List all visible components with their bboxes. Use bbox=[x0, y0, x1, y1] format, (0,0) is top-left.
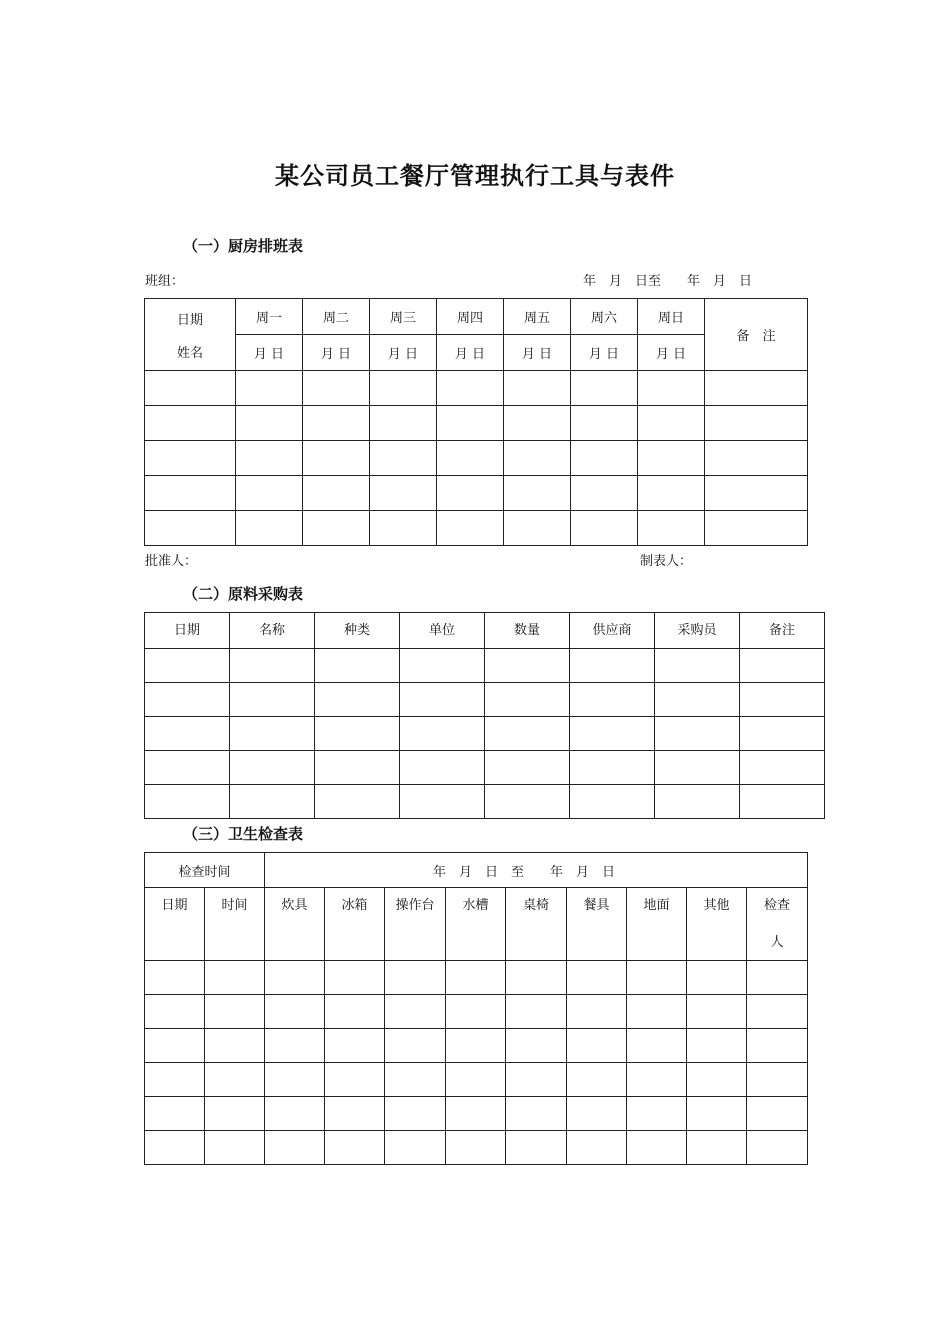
table-cell[interactable] bbox=[747, 1131, 808, 1165]
table-cell[interactable] bbox=[303, 406, 370, 441]
table-cell[interactable] bbox=[303, 371, 370, 406]
table-cell[interactable] bbox=[687, 995, 747, 1029]
table-cell[interactable] bbox=[400, 785, 485, 819]
table-cell[interactable] bbox=[627, 961, 687, 995]
kitchen-schedule-table bbox=[144, 298, 808, 546]
table-cell[interactable] bbox=[638, 476, 705, 511]
table-cell[interactable] bbox=[506, 961, 567, 995]
table-cell[interactable] bbox=[265, 1131, 325, 1165]
table-cell[interactable] bbox=[437, 441, 504, 476]
table-cell[interactable] bbox=[747, 1029, 808, 1063]
table-cell[interactable] bbox=[315, 751, 400, 785]
table-cell[interactable] bbox=[400, 717, 485, 751]
table-cell[interactable] bbox=[145, 1063, 205, 1097]
table-cell[interactable] bbox=[145, 785, 230, 819]
table-cell[interactable] bbox=[265, 1063, 325, 1097]
table-cell[interactable] bbox=[506, 1097, 567, 1131]
corner-date-label: 日期 bbox=[176, 312, 203, 328]
day-header: 周一 bbox=[236, 299, 303, 335]
table-row bbox=[145, 785, 825, 819]
table-cell[interactable] bbox=[145, 649, 230, 683]
table-cell[interactable] bbox=[437, 511, 504, 546]
table-cell[interactable] bbox=[567, 1029, 627, 1063]
purchase-header-row bbox=[145, 613, 825, 649]
check-date-range: 年 月 日 至 年 月 日 bbox=[265, 853, 808, 888]
table-cell[interactable] bbox=[687, 1097, 747, 1131]
table-cell[interactable] bbox=[145, 476, 236, 511]
table-cell[interactable] bbox=[385, 995, 446, 1029]
section-title-hygiene: （三）卫生检查表 bbox=[183, 825, 304, 843]
table-cell[interactable] bbox=[504, 371, 571, 406]
table-cell[interactable] bbox=[446, 1097, 506, 1131]
hygiene-table bbox=[144, 852, 808, 1165]
table-cell[interactable] bbox=[370, 406, 437, 441]
table-cell[interactable] bbox=[705, 441, 808, 476]
table-cell[interactable] bbox=[570, 785, 655, 819]
table-cell[interactable] bbox=[705, 371, 808, 406]
hygiene-header-row bbox=[145, 888, 808, 961]
table-row bbox=[145, 511, 808, 546]
hygiene-header: 桌椅 bbox=[506, 888, 567, 961]
purchase-header: 备注 bbox=[740, 613, 825, 649]
table-row bbox=[145, 371, 808, 406]
table-cell[interactable] bbox=[400, 751, 485, 785]
table-cell[interactable] bbox=[145, 511, 236, 546]
table-cell[interactable] bbox=[504, 476, 571, 511]
table-row bbox=[145, 961, 808, 995]
table-cell[interactable] bbox=[236, 371, 303, 406]
table-cell[interactable] bbox=[485, 649, 570, 683]
table-cell[interactable] bbox=[145, 995, 205, 1029]
table-cell[interactable] bbox=[370, 476, 437, 511]
table-cell[interactable] bbox=[506, 995, 567, 1029]
table-cell[interactable] bbox=[145, 441, 236, 476]
table-cell[interactable] bbox=[385, 1029, 446, 1063]
schedule-date-range: 年 月 日至 年 月 日 bbox=[583, 274, 753, 289]
table-cell[interactable] bbox=[265, 1029, 325, 1063]
group-label: 班组： bbox=[145, 274, 185, 289]
table-row bbox=[145, 1131, 808, 1165]
day-date-cell: 月 日 bbox=[303, 335, 370, 371]
purchase-header: 采购员 bbox=[655, 613, 740, 649]
corner-cell bbox=[145, 299, 236, 371]
table-cell[interactable] bbox=[627, 1131, 687, 1165]
table-cell[interactable] bbox=[506, 1029, 567, 1063]
table-cell[interactable] bbox=[687, 1063, 747, 1097]
table-cell[interactable] bbox=[315, 785, 400, 819]
approver-label: 批准人： bbox=[145, 554, 198, 569]
table-cell[interactable] bbox=[485, 717, 570, 751]
purchase-header: 供应商 bbox=[570, 613, 655, 649]
preparer-label: 制表人： bbox=[640, 554, 693, 569]
table-cell[interactable] bbox=[385, 1097, 446, 1131]
table-cell[interactable] bbox=[655, 649, 740, 683]
remarks-header: 备 注 bbox=[705, 299, 808, 371]
table-cell[interactable] bbox=[437, 476, 504, 511]
table-cell[interactable] bbox=[400, 683, 485, 717]
table-cell[interactable] bbox=[506, 1131, 567, 1165]
table-cell[interactable] bbox=[655, 785, 740, 819]
table-cell[interactable] bbox=[687, 961, 747, 995]
table-cell[interactable] bbox=[571, 441, 638, 476]
table-cell[interactable] bbox=[145, 406, 236, 441]
table-cell[interactable] bbox=[655, 717, 740, 751]
table-cell[interactable] bbox=[265, 961, 325, 995]
table-cell[interactable] bbox=[747, 1063, 808, 1097]
table-cell[interactable] bbox=[567, 1131, 627, 1165]
table-cell[interactable] bbox=[655, 683, 740, 717]
table-cell[interactable] bbox=[570, 683, 655, 717]
table-cell[interactable] bbox=[325, 1029, 385, 1063]
table-cell[interactable] bbox=[370, 511, 437, 546]
table-cell[interactable] bbox=[446, 961, 506, 995]
table-cell[interactable] bbox=[145, 751, 230, 785]
table-cell[interactable] bbox=[400, 649, 485, 683]
table-cell[interactable] bbox=[325, 961, 385, 995]
table-cell[interactable] bbox=[747, 1097, 808, 1131]
table-cell[interactable] bbox=[230, 649, 315, 683]
hygiene-header: 操作台 bbox=[385, 888, 446, 961]
table-cell[interactable] bbox=[570, 649, 655, 683]
table-cell[interactable] bbox=[370, 441, 437, 476]
table-cell[interactable] bbox=[740, 717, 825, 751]
table-cell[interactable] bbox=[236, 406, 303, 441]
table-cell[interactable] bbox=[687, 1131, 747, 1165]
table-cell[interactable] bbox=[205, 1097, 265, 1131]
table-cell[interactable] bbox=[205, 1063, 265, 1097]
table-cell[interactable] bbox=[303, 476, 370, 511]
table-cell[interactable] bbox=[567, 995, 627, 1029]
table-cell[interactable] bbox=[145, 683, 230, 717]
table-cell[interactable] bbox=[571, 371, 638, 406]
table-cell[interactable] bbox=[437, 406, 504, 441]
hygiene-header: 水槽 bbox=[446, 888, 506, 961]
table-row bbox=[145, 441, 808, 476]
table-cell[interactable] bbox=[230, 785, 315, 819]
table-cell[interactable] bbox=[145, 1097, 205, 1131]
day-header: 周二 bbox=[303, 299, 370, 335]
table-cell[interactable] bbox=[303, 441, 370, 476]
table-row bbox=[145, 1097, 808, 1131]
table-cell[interactable] bbox=[236, 511, 303, 546]
day-date-cell: 月 日 bbox=[370, 335, 437, 371]
hygiene-header: 炊具 bbox=[265, 888, 325, 961]
table-cell[interactable] bbox=[385, 1131, 446, 1165]
table-cell[interactable] bbox=[638, 406, 705, 441]
table-cell[interactable] bbox=[567, 961, 627, 995]
table-cell[interactable] bbox=[325, 1063, 385, 1097]
table-cell[interactable] bbox=[485, 683, 570, 717]
day-date-cell: 月 日 bbox=[504, 335, 571, 371]
table-cell[interactable] bbox=[230, 751, 315, 785]
table-cell[interactable] bbox=[740, 751, 825, 785]
hygiene-time-row bbox=[145, 853, 808, 888]
schedule-header-row bbox=[145, 299, 808, 335]
table-cell[interactable] bbox=[627, 1063, 687, 1097]
table-row bbox=[145, 717, 825, 751]
table-row bbox=[145, 995, 808, 1029]
table-cell[interactable] bbox=[740, 683, 825, 717]
purchase-table bbox=[144, 612, 825, 819]
table-cell[interactable] bbox=[747, 961, 808, 995]
table-row bbox=[145, 476, 808, 511]
day-header: 周六 bbox=[571, 299, 638, 335]
hygiene-header: 其他 bbox=[687, 888, 747, 961]
corner-name-label: 姓名 bbox=[176, 345, 203, 361]
table-cell[interactable] bbox=[145, 717, 230, 751]
table-cell[interactable] bbox=[230, 683, 315, 717]
table-cell[interactable] bbox=[145, 1131, 205, 1165]
inspector-header-line2: 人 bbox=[770, 935, 784, 950]
table-cell[interactable] bbox=[571, 406, 638, 441]
table-cell[interactable] bbox=[504, 406, 571, 441]
table-cell[interactable] bbox=[705, 476, 808, 511]
table-row bbox=[145, 683, 825, 717]
purchase-header: 数量 bbox=[485, 613, 570, 649]
purchase-header: 种类 bbox=[315, 613, 400, 649]
day-date-cell: 月 日 bbox=[437, 335, 504, 371]
table-cell[interactable] bbox=[705, 511, 808, 546]
table-cell[interactable] bbox=[230, 717, 315, 751]
purchase-header: 名称 bbox=[230, 613, 315, 649]
table-cell[interactable] bbox=[265, 995, 325, 1029]
table-cell[interactable] bbox=[385, 961, 446, 995]
table-cell[interactable] bbox=[687, 1029, 747, 1063]
table-cell[interactable] bbox=[570, 717, 655, 751]
table-cell[interactable] bbox=[655, 751, 740, 785]
table-cell[interactable] bbox=[638, 511, 705, 546]
table-cell[interactable] bbox=[205, 961, 265, 995]
table-cell[interactable] bbox=[325, 1131, 385, 1165]
table-cell[interactable] bbox=[571, 511, 638, 546]
table-cell[interactable] bbox=[265, 1097, 325, 1131]
table-cell[interactable] bbox=[571, 476, 638, 511]
table-cell[interactable] bbox=[315, 683, 400, 717]
table-cell[interactable] bbox=[370, 371, 437, 406]
table-row bbox=[145, 751, 825, 785]
day-header: 周五 bbox=[504, 299, 571, 335]
inspector-header-line1: 检查 bbox=[764, 898, 791, 913]
table-cell[interactable] bbox=[236, 441, 303, 476]
hygiene-header: 时间 bbox=[205, 888, 265, 961]
purchase-header: 单位 bbox=[400, 613, 485, 649]
table-cell[interactable] bbox=[504, 441, 571, 476]
day-date-cell: 月 日 bbox=[638, 335, 705, 371]
table-cell[interactable] bbox=[506, 1063, 567, 1097]
table-row bbox=[145, 406, 808, 441]
day-date-cell: 月 日 bbox=[236, 335, 303, 371]
table-cell[interactable] bbox=[570, 751, 655, 785]
table-cell[interactable] bbox=[325, 1097, 385, 1131]
table-cell[interactable] bbox=[446, 995, 506, 1029]
check-time-label: 检查时间 bbox=[145, 853, 265, 888]
document-title: 某公司员工餐厅管理执行工具与表件 bbox=[275, 161, 675, 190]
table-cell[interactable] bbox=[740, 649, 825, 683]
table-cell[interactable] bbox=[627, 995, 687, 1029]
table-cell[interactable] bbox=[504, 511, 571, 546]
table-row bbox=[145, 1029, 808, 1063]
table-cell[interactable] bbox=[325, 995, 385, 1029]
table-cell[interactable] bbox=[627, 1097, 687, 1131]
table-cell[interactable] bbox=[567, 1097, 627, 1131]
day-header: 周四 bbox=[437, 299, 504, 335]
day-header: 周三 bbox=[370, 299, 437, 335]
day-date-cell: 月 日 bbox=[571, 335, 638, 371]
table-cell[interactable] bbox=[303, 511, 370, 546]
section-title-purchase: （二）原料采购表 bbox=[183, 585, 304, 603]
table-row bbox=[145, 649, 825, 683]
table-cell[interactable] bbox=[485, 751, 570, 785]
table-cell[interactable] bbox=[145, 371, 236, 406]
table-cell[interactable] bbox=[236, 476, 303, 511]
table-cell[interactable] bbox=[437, 371, 504, 406]
table-cell[interactable] bbox=[446, 1063, 506, 1097]
purchase-header: 日期 bbox=[145, 613, 230, 649]
day-header: 周日 bbox=[638, 299, 705, 335]
hygiene-header: 地面 bbox=[627, 888, 687, 961]
table-cell[interactable] bbox=[567, 1063, 627, 1097]
inspector-header bbox=[747, 888, 808, 961]
table-cell[interactable] bbox=[205, 1029, 265, 1063]
table-cell[interactable] bbox=[705, 406, 808, 441]
table-cell[interactable] bbox=[740, 785, 825, 819]
table-cell[interactable] bbox=[638, 441, 705, 476]
table-cell[interactable] bbox=[385, 1063, 446, 1097]
section-title-kitchen-schedule: （一）厨房排班表 bbox=[183, 237, 304, 255]
table-row bbox=[145, 1063, 808, 1097]
table-cell[interactable] bbox=[627, 1029, 687, 1063]
table-cell[interactable] bbox=[315, 649, 400, 683]
table-cell[interactable] bbox=[205, 995, 265, 1029]
table-cell[interactable] bbox=[446, 1029, 506, 1063]
table-cell[interactable] bbox=[145, 1029, 205, 1063]
table-cell[interactable] bbox=[315, 717, 400, 751]
table-cell[interactable] bbox=[205, 1131, 265, 1165]
hygiene-header: 日期 bbox=[145, 888, 205, 961]
hygiene-header: 餐具 bbox=[567, 888, 627, 961]
table-cell[interactable] bbox=[446, 1131, 506, 1165]
hygiene-header: 冰箱 bbox=[325, 888, 385, 961]
table-cell[interactable] bbox=[747, 995, 808, 1029]
table-cell[interactable] bbox=[485, 785, 570, 819]
table-cell[interactable] bbox=[638, 371, 705, 406]
table-cell[interactable] bbox=[145, 961, 205, 995]
